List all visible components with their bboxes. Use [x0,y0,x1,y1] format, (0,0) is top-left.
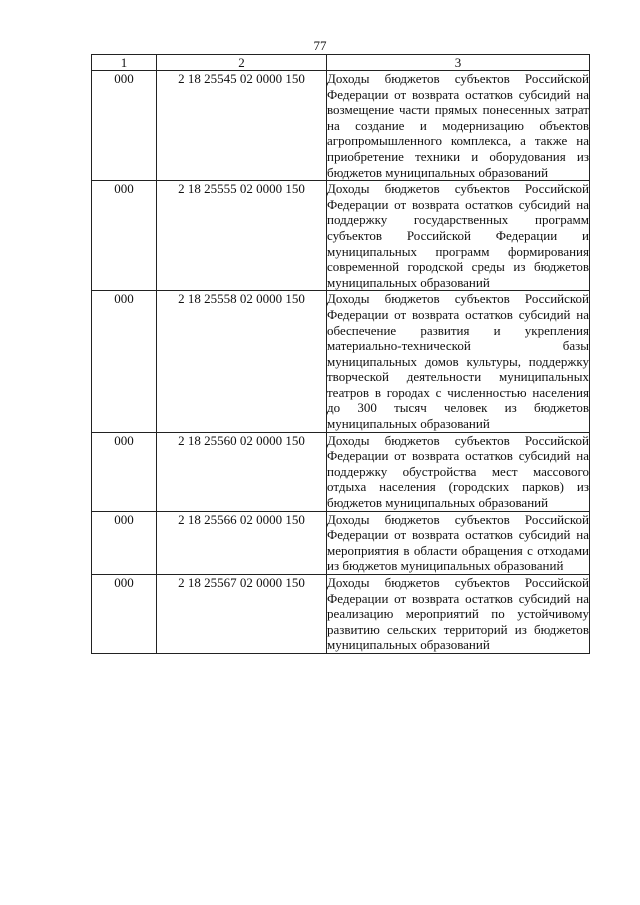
admin-code-cell: 000 [92,575,157,654]
column-header-1: 1 [92,55,157,71]
budget-income-table [91,54,590,654]
table-row [92,71,590,181]
admin-code-cell: 000 [92,511,157,574]
income-code-cell: 2 18 25567 02 0000 150 [157,575,327,654]
income-description-cell: Доходы бюджетов субъектов Российской Федерации от возврата остатков субсидий на поддержку государственных программ субъектов Российской Федерации и муниципальных программ формирования современной городской среды из бюджетов муниципальных образований [327,181,589,290]
table-row [92,181,590,291]
income-code-cell: 2 18 25545 02 0000 150 [157,71,327,181]
income-description-cell: Доходы бюджетов субъектов Российской Федерации от возврата остатков субсидий на реализацию мероприятий по устойчивому развитию сельских территорий из бюджетов муниципальных образований [327,575,589,653]
table-row [92,575,590,654]
income-code-cell: 2 18 25560 02 0000 150 [157,432,327,511]
admin-code-cell: 000 [92,432,157,511]
admin-code-cell: 000 [92,291,157,432]
income-description-cell: Доходы бюджетов субъектов Российской Федерации от возврата остатков субсидий на мероприятия в области обращения с отходами из бюджетов муниципальных образований [327,511,589,574]
column-header-2: 2 [157,55,327,71]
admin-code-cell: 000 [92,181,157,291]
income-description-cell: Доходы бюджетов субъектов Российской Федерации от возврата остатков субсидий на поддержку обустройства мест массового отдыха населения (городских парков) из бюджетов муниципальных образований [327,432,589,511]
income-code-cell: 2 18 25558 02 0000 150 [157,291,327,432]
table-row [92,511,590,574]
table-row [92,432,590,511]
table-row [92,291,590,432]
table-header-row [92,55,590,71]
column-header-3: 3 [327,55,590,71]
income-description-cell: Доходы бюджетов субъектов Российской Федерации от возврата остатков субсидий на возмещение части прямых понесенных затрат на создание и модернизацию объектов агропромышленного комплекса, а также на приобретение техники и оборудования из бюджетов муниципальных образований [327,71,589,180]
admin-code-cell: 000 [92,71,157,181]
income-code-cell: 2 18 25555 02 0000 150 [157,181,327,291]
page-number: 77 [313,38,327,53]
income-code-cell: 2 18 25566 02 0000 150 [157,511,327,574]
income-description-cell: Доходы бюджетов субъектов Российской Федерации от возврата остатков субсидий на обеспечение развития и укрепления материально-технической базы муниципальных домов культуры, поддержку творческой деятельности муниципальных театров в городах с численностью населения до 300 тысяч человек из бюджетов муниципальных образований [327,291,589,432]
